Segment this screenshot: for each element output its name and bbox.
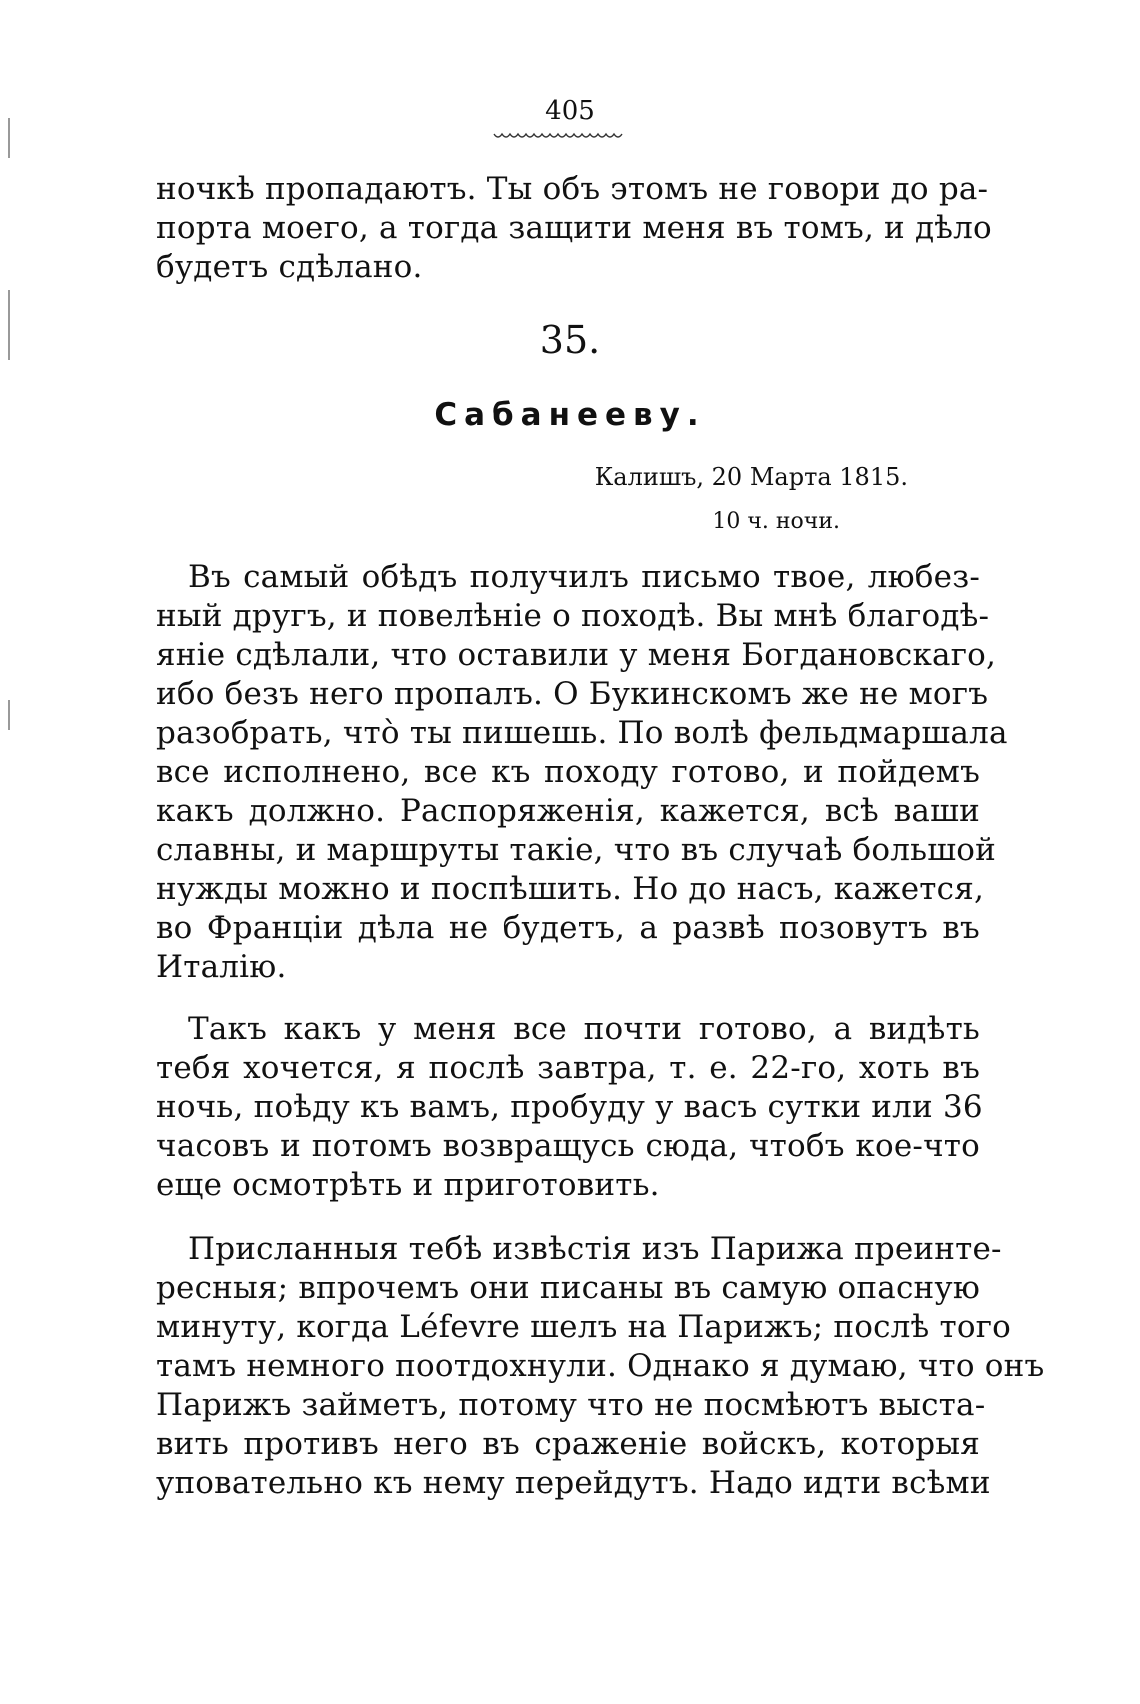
margin-scan-mark [8, 700, 10, 730]
letter-number: 35. [539, 318, 601, 362]
text-line: во Франціи дѣла не будетъ, а развѣ позовутъ въ [156, 910, 980, 946]
text-line: порта моего, а тогда защити меня въ томъ, и дѣло [156, 210, 992, 246]
text-line: ресныя; впрочемъ они писаны въ самую опасную [156, 1270, 981, 1306]
paragraph-continuation [156, 170, 992, 287]
text-line: уповательно къ нему перейдутъ. Надо идти всѣми [156, 1465, 991, 1501]
text-line: ибо безъ него пропалъ. О Букинскомъ же не могъ [156, 676, 989, 712]
text-line: разобрать, что̀ ты пишешь. По волѣ фельдмаршала [156, 715, 1008, 751]
page-number-ornament [492, 130, 632, 144]
text-line: часовъ и потомъ возвращусь сюда, чтобъ кое-что [156, 1128, 980, 1164]
text-line: будетъ сдѣлано. [156, 249, 423, 285]
text-line: Присланныя тебѣ извѣстія изъ Парижа преинте- [188, 1231, 1002, 1267]
text-line: тебя хочется, я послѣ завтра, т. е. 22-го, хоть въ [156, 1050, 980, 1086]
letter-place-date: Калишъ, 20 Марта 1815. [594, 463, 908, 491]
text-line: Въ самый обѣдъ получилъ письмо твое, любез- [188, 559, 980, 595]
text-line: вить противъ него въ сраженіе войскъ, которыя [156, 1426, 980, 1462]
text-line: еще осмотрѣть и приготовить. [156, 1167, 660, 1203]
page-number: 405 [545, 96, 595, 126]
letter-paragraph [156, 1230, 1045, 1503]
text-line: тамъ немного поотдохнули. Однако я думаю, что онъ [156, 1348, 1045, 1384]
text-line: минуту, когда Léfevre шелъ на Парижъ; послѣ того [156, 1309, 1012, 1345]
text-line: славны, и маршруты такіе, что въ случаѣ большой [156, 832, 996, 868]
letter-addressee: Сабанееву. [434, 397, 706, 433]
text-line: Парижъ займетъ, потому что не посмѣютъ выста- [156, 1387, 986, 1423]
text-line: ночкѣ пропадаютъ. Ты объ этомъ не говори до ра- [156, 171, 989, 207]
letter-paragraph [156, 558, 1008, 987]
text-line: яніе сдѣлали, что оставили у меня Богдановскаго, [156, 637, 997, 673]
text-line: Такъ какъ у меня все почти готово, а видѣть [188, 1011, 980, 1047]
text-line: какъ должно. Распоряженія, кажется, всѣ ваши [156, 793, 980, 829]
text-line: нужды можно и поспѣшить. Но до насъ, кажется, [156, 871, 985, 907]
letter-paragraph [156, 1010, 983, 1205]
text-line: ночь, поѣду къ вамъ, пробуду у васъ сутки или 36 [156, 1089, 983, 1125]
text-line: ный другъ, и повелѣніе о походѣ. Вы мнѣ благодѣ- [156, 598, 990, 634]
text-line: все исполнено, все къ походу готово, и пойдемъ [156, 754, 980, 790]
text-line: Италію. [156, 949, 287, 985]
letter-time: 10 ч. ночи. [712, 509, 840, 534]
